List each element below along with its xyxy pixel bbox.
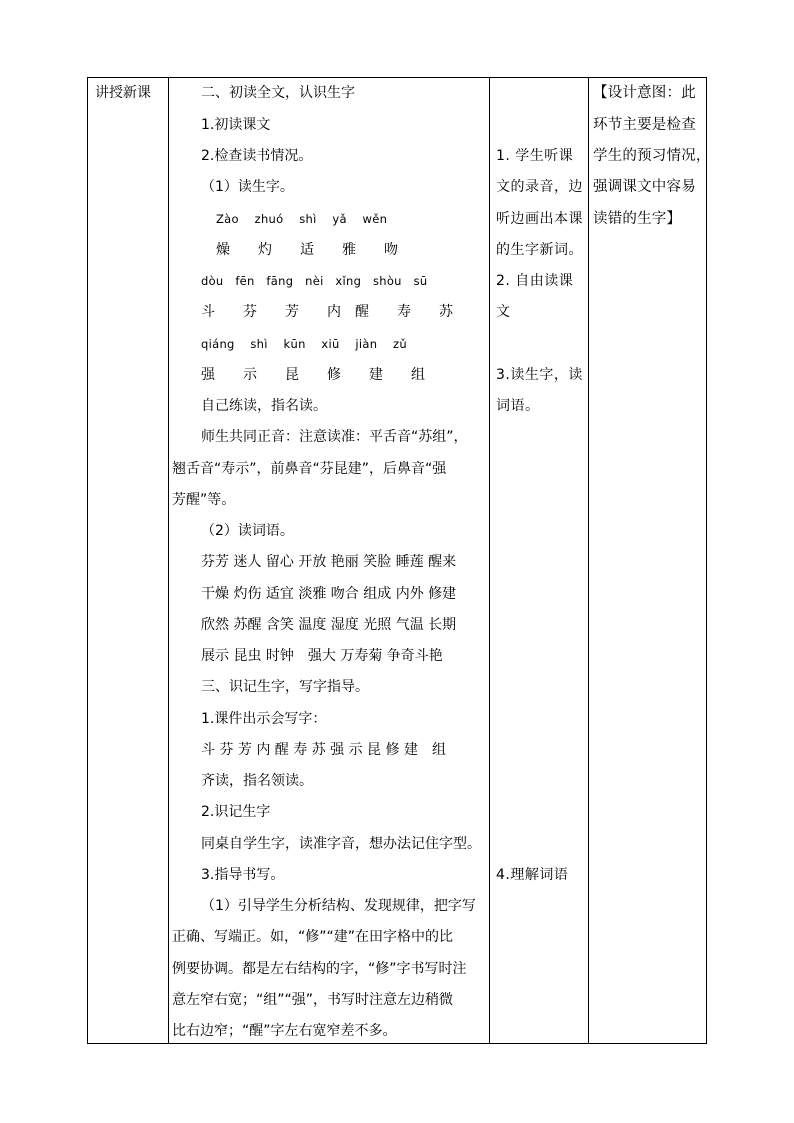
text-line: 翘舌音“寿示”，前鼻音“芬昆建”，后鼻音“强 [172, 461, 447, 477]
text-line: 【设计意图：此 [593, 85, 696, 101]
pinyin-line: Zào zhuó shì yǎ wěn [216, 212, 388, 226]
text-line: （1）引导学生分析结构、发现规律，把字写 [201, 898, 476, 914]
lesson-plan-table [87, 77, 711, 1044]
character-line: 斗 芬 芳 内 醒 寿 苏 [201, 304, 453, 320]
design-intent-column [588, 78, 711, 1043]
text-line: 齐读，指名领读。 [201, 773, 313, 789]
text-line: 正确、写端正。如，“修”“建”在田字格中的比 [172, 929, 454, 945]
text-line: 词语。 [496, 398, 540, 414]
text-line: （1）读生字。 [201, 179, 294, 195]
word-line: 芬芳 迷人 留心 开放 艳丽 笑脸 睡莲 醒来 [201, 554, 457, 570]
section-heading: 二、初读全文，认识生字 [201, 85, 355, 101]
text-line: 学生的预习情况， [593, 148, 711, 164]
text-line: 1. 学生听课 [496, 148, 574, 164]
text-line: 环节主要是检查 [593, 117, 696, 133]
stage-column [88, 78, 168, 1043]
character-line: 斗 芬 芳 内 醒 寿 苏 强 示 昆 修 建 组 [201, 742, 446, 758]
text-line: 文 [496, 304, 511, 320]
text-line: 师生共同正音：注意读准：平舌音“苏组”， [201, 429, 468, 445]
text-line: 自己练读，指名读。 [201, 398, 327, 414]
pinyin-line: qiáng shì kūn xiū jiàn zǔ [201, 337, 407, 351]
text-line: 听边画出本课 [496, 211, 583, 227]
word-line: 干燥 灼伤 适宜 淡雅 吻合 组成 内外 修建 [201, 586, 457, 602]
text-line: 的生字新词。 [496, 242, 583, 258]
teacher-activity-column [168, 78, 489, 1043]
text-line: （2）读词语。 [201, 523, 294, 539]
section-heading: 三、识记生字，写字指导。 [201, 679, 369, 695]
text-line: 例要协调。都是左右结构的字，“修”字书写时注 [172, 961, 467, 977]
text-line: 3.指导书写。 [201, 867, 285, 883]
text-line: 强调课文中容易 [593, 179, 696, 195]
student-activity-column [489, 78, 588, 1043]
text-line: 3.读生字，读 [496, 367, 583, 383]
text-line: 2.识记生字 [201, 804, 271, 820]
text-line: 2. 自由读课 [496, 273, 574, 289]
character-line: 强 示 昆 修 建 组 [201, 367, 425, 383]
text-line: 文的录音，边 [496, 179, 583, 195]
stage-label: 讲授新课 [95, 85, 151, 101]
text-line: 1.初读课文 [201, 117, 271, 133]
word-line: 展示 昆虫 时钟 强大 万寿菊 争奇斗艳 [201, 648, 443, 664]
text-line: 芳醒”等。 [172, 492, 236, 508]
character-line: 燥 灼 适 雅 吻 [216, 242, 398, 258]
text-line: 同桌自学生字，读准字音，想办法记住字型。 [201, 836, 481, 852]
text-line: 2.检查读书情况。 [201, 148, 313, 164]
text-line: 4.理解词语 [496, 867, 569, 883]
word-line: 欣然 苏醒 含笑 温度 湿度 光照 气温 长期 [201, 617, 457, 633]
text-line: 意左窄右宽；“组”“强”，书写时注意左边稍微 [172, 992, 454, 1008]
pinyin-line: dòu fēn fāng nèi xǐng shòu sū [201, 274, 428, 288]
text-line: 读错的生字】 [593, 211, 682, 227]
text-line: 比右边窄；“醒”字左右宽窄差不多。 [172, 1023, 397, 1039]
text-line: 1.课件出示会写字： [201, 711, 327, 727]
